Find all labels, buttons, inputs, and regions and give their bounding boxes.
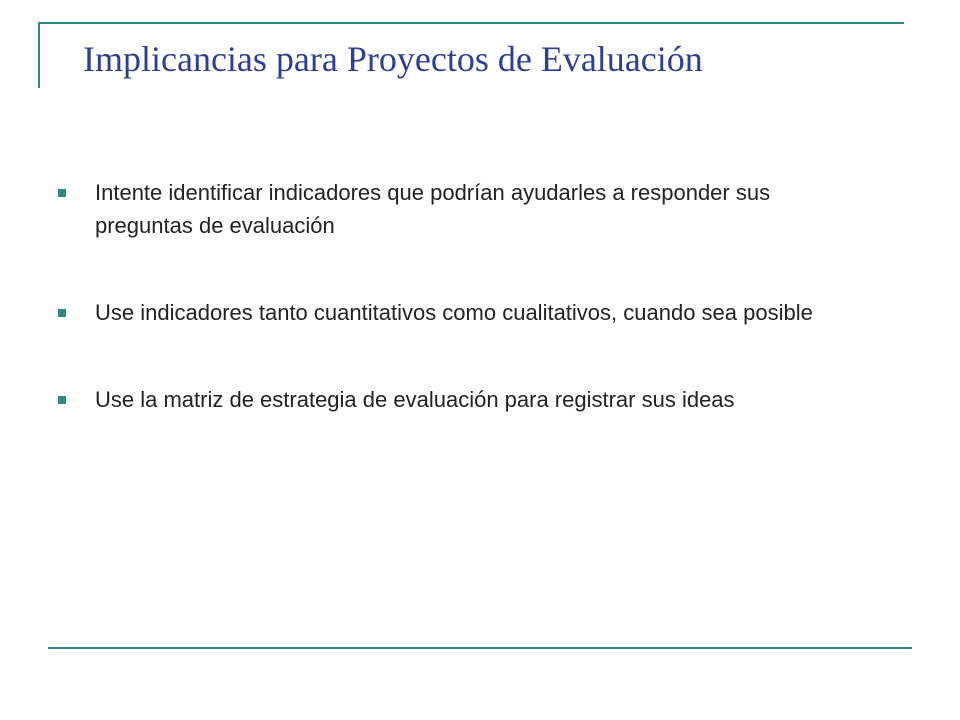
square-bullet-icon xyxy=(58,396,66,404)
bullet-text: Use indicadores tanto cuantitativos como cualitativos, cuando sea posible xyxy=(95,300,813,325)
title-frame-left-line xyxy=(38,22,40,88)
bullet-list xyxy=(58,176,858,470)
bullet-text: Use la matriz de estrategia de evaluación para registrar sus ideas xyxy=(95,387,735,412)
bullet-item xyxy=(58,176,858,242)
bullet-text: Intente identificar indicadores que podrían ayudarles a responder sus preguntas de evaluación xyxy=(95,180,771,238)
square-bullet-icon xyxy=(58,189,66,197)
square-bullet-icon xyxy=(58,309,66,317)
slide-title: Implicancias para Proyectos de Evaluación xyxy=(83,39,703,79)
title-frame-top-line xyxy=(38,22,904,24)
bullet-item xyxy=(58,383,858,416)
bullet-item xyxy=(58,296,858,329)
footer-divider xyxy=(48,647,912,649)
